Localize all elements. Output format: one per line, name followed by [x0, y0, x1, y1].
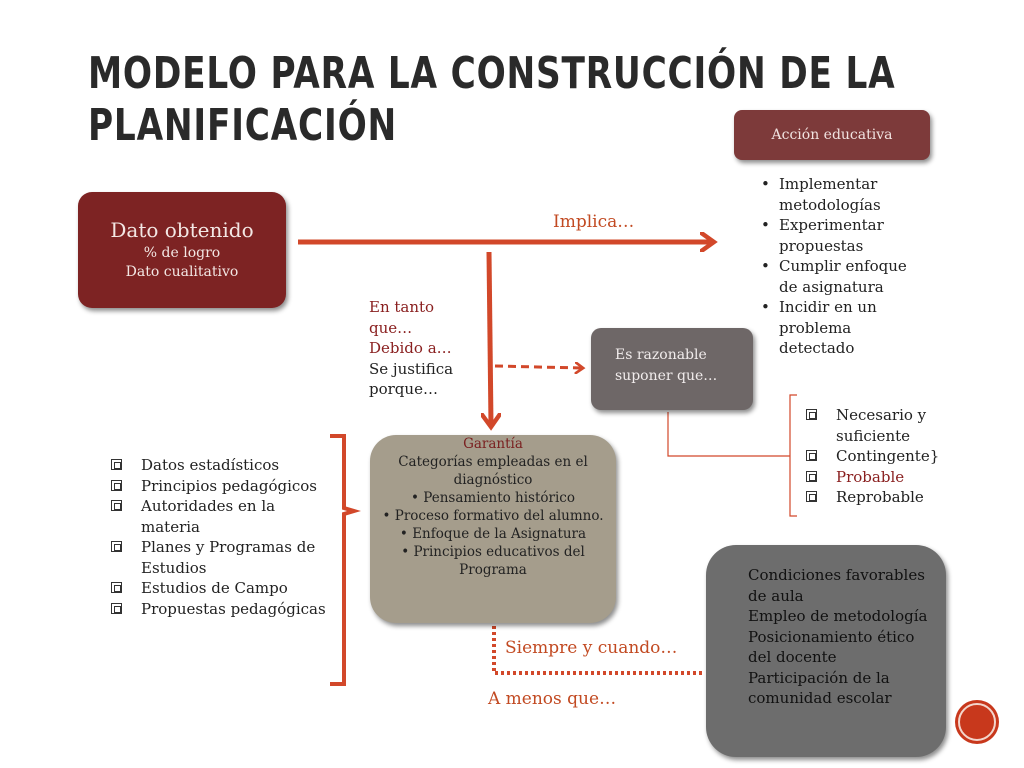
- respaldo-item: Datos estadísticos: [111, 455, 327, 476]
- bracket-modalidades: [790, 395, 797, 516]
- dato-line1: % de logro: [143, 245, 221, 261]
- modalidad-item: Probable: [806, 467, 976, 488]
- justifica-line4: Se justifica: [369, 359, 454, 378]
- accion-item: • Incidir en un problema detectado: [759, 297, 919, 359]
- accion-list: [759, 174, 919, 359]
- decorative-circle-icon: [955, 700, 999, 744]
- respaldo-item: Propuestas pedagógicas: [111, 599, 327, 620]
- checkbox-icon: [111, 603, 122, 614]
- modalidad-item: Reprobable: [806, 487, 976, 508]
- respaldo-item: Planes y Programas de Estudios: [111, 537, 327, 578]
- checkbox-icon: [111, 500, 122, 511]
- checkbox-icon: [806, 450, 817, 461]
- checkbox-icon: [111, 480, 122, 491]
- checkbox-icon: [806, 491, 817, 502]
- title-line2: PLANIFICACIÓN: [88, 100, 398, 151]
- accion-item: • Implementar metodologías: [759, 174, 919, 215]
- dato-obtenido-box: [78, 192, 286, 308]
- garantia-item: • Enfoque de la Asignatura: [380, 525, 606, 543]
- justifica-line3: Debido a…: [369, 339, 452, 357]
- garantia-subheading: Categorías empleadas en el diagnóstico: [398, 454, 588, 488]
- garantia-heading: Garantía: [463, 436, 523, 452]
- respaldo-item: Estudios de Campo: [111, 578, 327, 599]
- dashed-arrow: [495, 366, 582, 368]
- implica-label: Implica…: [553, 212, 635, 232]
- modalidades-list: [806, 405, 976, 508]
- es-razonable-line1: Es razonable: [615, 347, 707, 363]
- garantia-box: [370, 435, 616, 623]
- condiciones-box: [706, 545, 946, 757]
- modal-connector: [668, 412, 790, 456]
- garantia-item: • Pensamiento histórico: [380, 489, 606, 507]
- checkbox-icon: [806, 409, 817, 420]
- respaldo-item: Autoridades en la materia: [111, 496, 327, 537]
- justifica-text: [369, 297, 479, 400]
- accion-label: Acción educativa: [771, 127, 893, 143]
- justifica-line2: que…: [369, 318, 413, 337]
- justifica-line5: porque…: [369, 380, 438, 398]
- es-razonable-line2: suponer que…: [615, 368, 718, 384]
- accion-educativa-box: [734, 110, 930, 160]
- condicion-item: Empleo de metodología: [748, 607, 928, 625]
- justifica-line1: En tanto: [369, 298, 435, 316]
- title-line1: MODELO PARA LA CONSTRUCCIÓN DE LA: [88, 48, 896, 99]
- checkbox-icon: [111, 541, 122, 552]
- respaldo-list: [111, 455, 327, 619]
- checkbox-icon: [806, 471, 817, 482]
- dato-title: Dato obtenido: [110, 218, 254, 242]
- modalidad-item: Necesario y suficiente: [806, 405, 976, 446]
- dato-line2: Dato cualitativo: [125, 264, 239, 280]
- accion-item: • Cumplir enfoque de asignatura: [759, 256, 919, 297]
- modalidad-item: Contingente}: [806, 446, 976, 467]
- es-razonable-box: [591, 328, 753, 410]
- down-arrow: [489, 252, 491, 425]
- checkbox-icon: [111, 582, 122, 593]
- checkbox-icon: [111, 459, 122, 470]
- garantia-item: • Proceso formativo del alumno.: [380, 507, 606, 525]
- bracket-left: [330, 436, 354, 684]
- condicion-item: Posicionamiento ético del docente: [748, 627, 915, 666]
- condicion-item: Participación de la comunidad escolar: [748, 668, 892, 707]
- a-menos-label: A menos que…: [488, 689, 617, 709]
- accion-item: • Experimentar propuestas: [759, 215, 919, 256]
- siempre-label: Siempre y cuando…: [505, 638, 678, 658]
- garantia-item: • Principios educativos del Programa: [380, 543, 606, 579]
- respaldo-item: Principios pedagógicos: [111, 476, 327, 497]
- condicion-item: Condiciones favorables de aula: [748, 566, 925, 605]
